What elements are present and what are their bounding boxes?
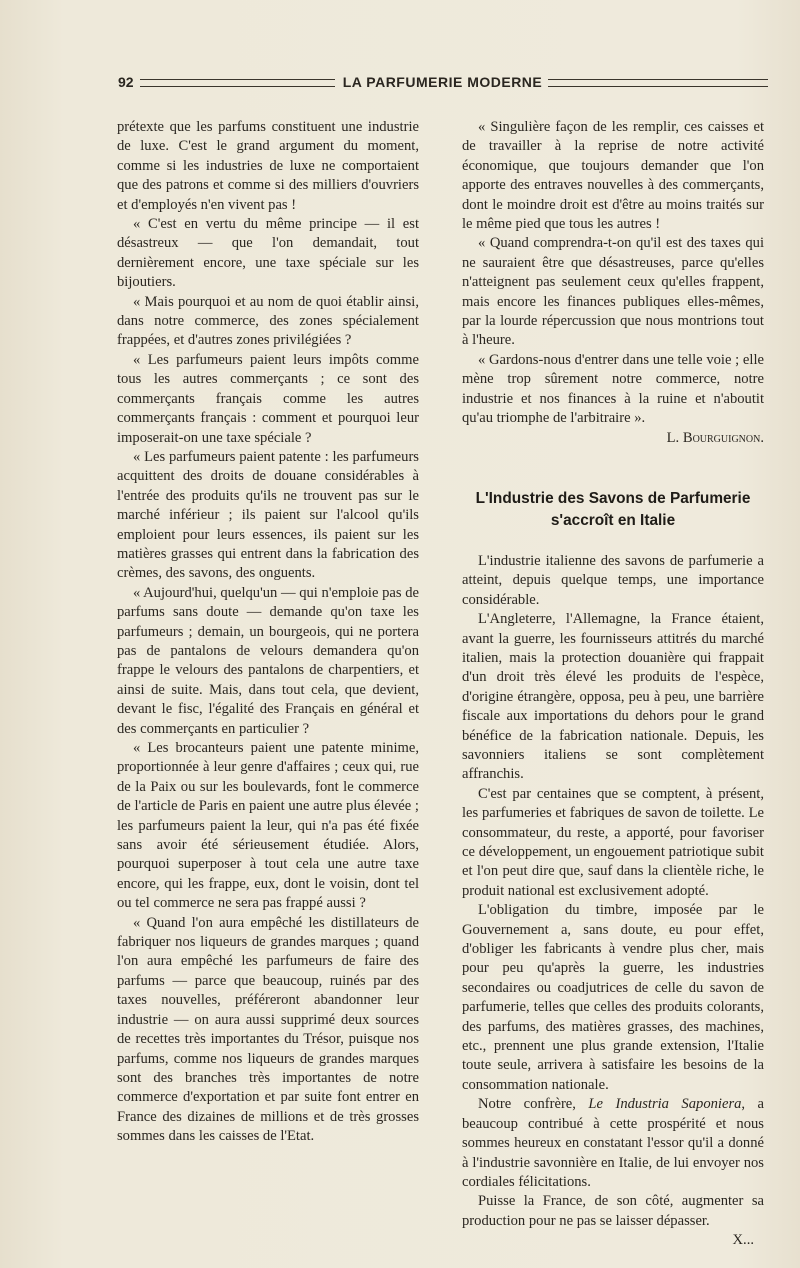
- article-end-mark: X...: [732, 1232, 754, 1249]
- author-signature: L. Bourguignon.: [666, 429, 764, 446]
- article-title: L'Industrie des Savons de Parfumerie s'accroît en Italie: [475, 489, 751, 529]
- confrere-text-before: Notre confrère,: [478, 1096, 589, 1113]
- header-rule-left: [140, 79, 335, 87]
- paragraph: « Quand comprendra-t-on qu'il est des taxes qui ne sauraient être que désastreuses, parce qu'elles n'atteignent pas seulement ceux qu'elles frappent, mais encore les finances publiques elles-mêmes, par la lourde répercussion que nous montrions tout à l'heure.: [462, 235, 764, 349]
- paragraph: C'est par centaines que se comptent, à présent, les parfumeries et fabriques de savon de toilette. Le consommateur, du reste, a apporté, pour favoriser ce développement, un engouement patriotique subit et l'on peut dire que, sauf dans la clientèle riche, le produit national est exclusivement adopté.: [462, 785, 764, 899]
- paragraph: « C'est en vertu du même principe — il est désastreux — que l'on demandait, tout dernièrement encore, une taxe spéciale sur les bijoutiers.: [117, 216, 419, 291]
- left-column: [117, 118, 419, 1147]
- paragraph: L'obligation du timbre, imposée par le Gouvernement a, sans doute, eu pour effet, d'obliger les fabricants à vendre plus cher, mais pour peu qu'après la guerre, les industries secondaires ou coadjutrices de celle du savon de parfumerie, telles que celles des produits colorants, des parfums, des matières grasses, des machines, etc., prennent une plus grande extension, l'Italie toute seule, arrivera à satisfaire les besoins de la consommation nationale.: [462, 902, 764, 1093]
- paragraph: « Gardons-nous d'entrer dans une telle voie ; elle mène trop sûrement notre commerce, notre industrie et nos finances à la ruine et n'aboutit qu'au triomphe de l'arbitraire ».: [462, 351, 764, 427]
- paragraph: « Aujourd'hui, quelqu'un — qui n'emploie pas de parfums sans doute — demande qu'on taxe les parfumeurs ; demain, un bourgeois, qui ne portera pas de pantalons de velours demandera qu'on frappe le velours des pantalons de charpentiers, et ainsi de suite. Mais, dans tout cela, que devient, devant le fisc, l'égalité des Français en général et des commerçants en particulier ?: [117, 584, 419, 737]
- paragraph: L'Angleterre, l'Allemagne, la France étaient, avant la guerre, les fournisseurs attitrés du marché italien, mais la protection douanière qui frappait d'un droit très élevé les produits de l'espèce, d'origine étrangère, opposa, peu à peu, une barrière fiscale aux importations du dehors pour le grand bénéfice de la fabrication nationale. Depuis, les savonniers italiens se sont complètement affranchis.: [462, 611, 764, 783]
- page-number: 92: [118, 74, 134, 90]
- paragraph: « Quand l'on aura empêché les distillateurs de fabriquer nos liqueurs de grandes marques ; quand l'on aura empêché les parfumeurs de faire des parfums — parce que beaucoup, ruinés par des taxes nouvelles, préféreront abandonner leur industrie — on aura aussi supprimé deux sources de recettes très importantes du Trésor, puisque nos parfums, comme nos liqueurs de grandes marques sont des branches très importantes de notre commerce d'exportation et par suite font entrer en France des dizaines de millions et de très grosses sommes dans les caisses de l'Etat.: [117, 914, 419, 1145]
- header-rule-right: [548, 79, 768, 87]
- paragraph: « Singulière façon de les remplir, ces caisses et de travailler à la reprise de notre activité économique, que toujours demander que l'on apporte des entraves nouvelles à des commerçants, dont le moindre droit est d'être au moins traités sur le même pied que tous les autres !: [462, 119, 764, 233]
- paragraph: « Les parfumeurs paient patente : les parfumeurs acquittent des droits de douane considérables à l'entrée des produits qu'ils ne trouvent pas sur le marché inférieur ; ils paient sur l'alcool qu'ils emploient pour leurs essences, ils paient sur les matières grasses qui entrent dans la fabrication des crèmes, des savons, des onguents.: [117, 448, 419, 582]
- paragraph: Puisse la France, de son côté, augmenter sa production pour ne pas se laisser dépasser.: [462, 1193, 764, 1229]
- paragraph: prétexte que les parfums constituent une industrie de luxe. C'est le grand argument du moment, comme si les industries de luxe ne comportaient que des patrons et comme si des milliers d'ouvriers et d'employés n'en vivent pas !: [117, 119, 419, 213]
- paragraph: « Les brocanteurs paient une patente minime, proportionnée à leur genre d'affaires ; ceux qui, rue de la Paix ou sur les boulevards, font le commerce de l'article de Paris en paient une autre plus élevée ; les parfumeurs paient la leur, qui n'a pas été fixée sans avoir été sérieusement étudiée. Alors, pourquoi superposer à tout cela une autre taxe encore, qui les frappe, eux, dont le voisin, dont tel ou tel commerce ne sera pas frappé aussi ?: [117, 740, 419, 912]
- right-column: [462, 118, 764, 1251]
- paragraph: « Mais pourquoi et au nom de quoi établir ainsi, dans notre commerce, des zones spécialement frappées, et d'autres zones privilégiées ?: [117, 293, 419, 349]
- confrere-text-after: , a beaucoup contribué à cette prospérité et nous sommes heureux en constatant l'essor qu'il a donné à l'industrie savonnière en Italie, de lui envoyer nos cordiales félicitations.: [462, 1096, 765, 1190]
- running-title: LA PARFUMERIE MODERNE: [342, 74, 543, 90]
- paragraph: « Les parfumeurs paient leurs impôts comme tous les autres commerçants ; ce sont des commerçants français comme les autres commerçants français : comment et pourquoi leur imposerait-on une taxe spéciale ?: [117, 351, 419, 446]
- page-header: [118, 74, 768, 96]
- paragraph: [462, 1095, 764, 1192]
- publication-title: Le Industria Saponiera: [588, 1096, 742, 1113]
- paragraph: L'industrie italienne des savons de parfumerie a atteint, depuis quelque temps, une importance considérable.: [462, 552, 764, 608]
